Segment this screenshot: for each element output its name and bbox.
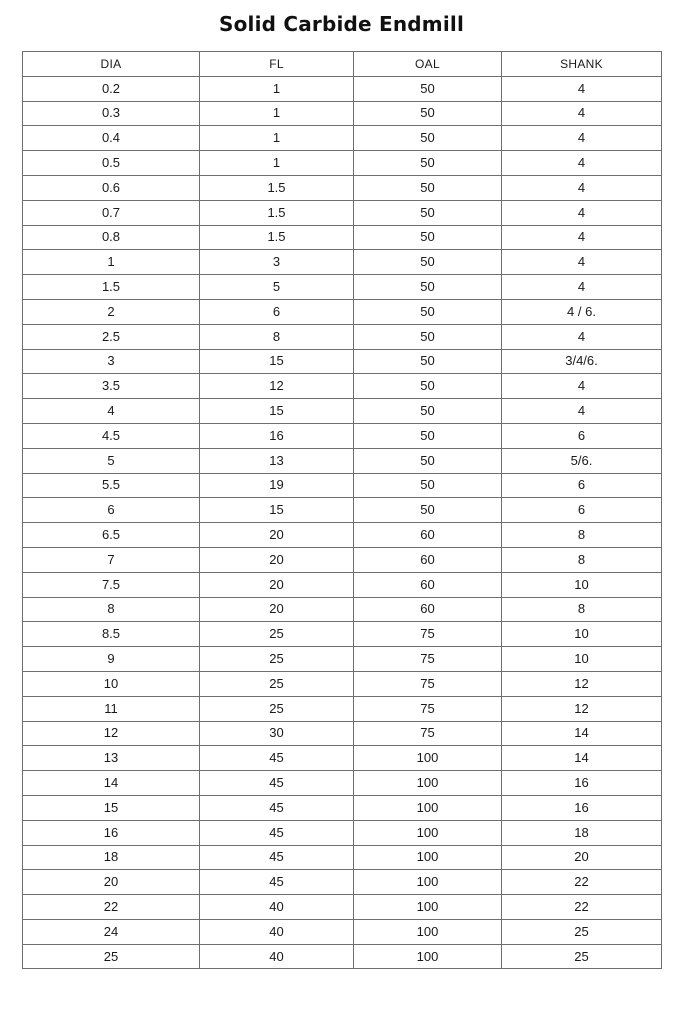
cell-dia: 12 — [23, 721, 200, 746]
table-row — [23, 895, 662, 920]
table-row — [23, 622, 662, 647]
cell-fl: 12 — [200, 374, 354, 399]
table-row — [23, 200, 662, 225]
table-row — [23, 671, 662, 696]
table-row — [23, 423, 662, 448]
cell-fl: 6 — [200, 299, 354, 324]
cell-shank: 18 — [502, 820, 662, 845]
cell-dia: 1.5 — [23, 275, 200, 300]
cell-shank: 4 — [502, 225, 662, 250]
cell-fl: 40 — [200, 895, 354, 920]
cell-dia: 0.8 — [23, 225, 200, 250]
cell-shank: 25 — [502, 944, 662, 969]
cell-fl: 20 — [200, 597, 354, 622]
cell-shank: 8 — [502, 597, 662, 622]
cell-fl: 25 — [200, 647, 354, 672]
table-row — [23, 101, 662, 126]
cell-fl: 1 — [200, 126, 354, 151]
table-row — [23, 721, 662, 746]
cell-fl: 1 — [200, 101, 354, 126]
cell-fl: 45 — [200, 870, 354, 895]
cell-dia: 11 — [23, 696, 200, 721]
cell-oal: 50 — [354, 126, 502, 151]
cell-fl: 45 — [200, 746, 354, 771]
cell-fl: 25 — [200, 622, 354, 647]
cell-dia: 0.7 — [23, 200, 200, 225]
cell-shank: 16 — [502, 795, 662, 820]
cell-shank: 8 — [502, 547, 662, 572]
cell-oal: 100 — [354, 746, 502, 771]
cell-oal: 100 — [354, 795, 502, 820]
cell-dia: 3 — [23, 349, 200, 374]
cell-oal: 100 — [354, 895, 502, 920]
cell-oal: 75 — [354, 721, 502, 746]
cell-shank: 4 / 6. — [502, 299, 662, 324]
cell-dia: 3.5 — [23, 374, 200, 399]
cell-dia: 25 — [23, 944, 200, 969]
cell-shank: 4 — [502, 399, 662, 424]
cell-oal: 100 — [354, 845, 502, 870]
cell-oal: 50 — [354, 399, 502, 424]
table-row — [23, 126, 662, 151]
cell-shank: 8 — [502, 523, 662, 548]
table-row — [23, 572, 662, 597]
header-fl: FL — [200, 52, 354, 77]
cell-fl: 19 — [200, 473, 354, 498]
cell-oal: 50 — [354, 349, 502, 374]
cell-shank: 10 — [502, 647, 662, 672]
cell-fl: 1.5 — [200, 175, 354, 200]
cell-dia: 15 — [23, 795, 200, 820]
cell-dia: 5 — [23, 448, 200, 473]
cell-oal: 60 — [354, 597, 502, 622]
cell-shank: 12 — [502, 696, 662, 721]
cell-dia: 13 — [23, 746, 200, 771]
cell-oal: 50 — [354, 498, 502, 523]
page-title: Solid Carbide Endmill — [218, 12, 464, 36]
cell-dia: 14 — [23, 771, 200, 796]
cell-dia: 22 — [23, 895, 200, 920]
cell-shank: 10 — [502, 572, 662, 597]
cell-oal: 50 — [354, 225, 502, 250]
cell-oal: 50 — [354, 448, 502, 473]
cell-dia: 16 — [23, 820, 200, 845]
cell-oal: 50 — [354, 151, 502, 176]
cell-dia: 8 — [23, 597, 200, 622]
cell-fl: 30 — [200, 721, 354, 746]
cell-shank: 12 — [502, 671, 662, 696]
cell-dia: 0.2 — [23, 76, 200, 101]
cell-fl: 45 — [200, 845, 354, 870]
cell-oal: 50 — [354, 76, 502, 101]
cell-dia: 2 — [23, 299, 200, 324]
cell-fl: 20 — [200, 547, 354, 572]
cell-fl: 15 — [200, 349, 354, 374]
cell-oal: 50 — [354, 324, 502, 349]
cell-shank: 4 — [502, 175, 662, 200]
cell-oal: 100 — [354, 944, 502, 969]
table-row — [23, 547, 662, 572]
cell-oal: 50 — [354, 175, 502, 200]
cell-dia: 0.3 — [23, 101, 200, 126]
table-row — [23, 151, 662, 176]
table-row — [23, 399, 662, 424]
table-row — [23, 870, 662, 895]
table-row — [23, 250, 662, 275]
cell-dia: 5.5 — [23, 473, 200, 498]
table-row — [23, 275, 662, 300]
table-row — [23, 820, 662, 845]
cell-oal: 60 — [354, 547, 502, 572]
cell-fl: 45 — [200, 771, 354, 796]
table-row — [23, 498, 662, 523]
header-row — [23, 52, 662, 77]
cell-fl: 45 — [200, 795, 354, 820]
cell-dia: 4.5 — [23, 423, 200, 448]
table-row — [23, 473, 662, 498]
table-row — [23, 76, 662, 101]
cell-oal: 100 — [354, 919, 502, 944]
cell-fl: 1.5 — [200, 225, 354, 250]
table-row — [23, 746, 662, 771]
cell-oal: 75 — [354, 622, 502, 647]
cell-dia: 0.4 — [23, 126, 200, 151]
cell-oal: 100 — [354, 870, 502, 895]
cell-shank: 16 — [502, 771, 662, 796]
table-row — [23, 696, 662, 721]
table-row — [23, 175, 662, 200]
cell-shank: 4 — [502, 324, 662, 349]
cell-dia: 9 — [23, 647, 200, 672]
cell-fl: 3 — [200, 250, 354, 275]
cell-fl: 25 — [200, 696, 354, 721]
cell-dia: 7.5 — [23, 572, 200, 597]
cell-shank: 22 — [502, 895, 662, 920]
cell-oal: 60 — [354, 523, 502, 548]
cell-shank: 25 — [502, 919, 662, 944]
cell-shank: 4 — [502, 200, 662, 225]
table-body — [23, 76, 662, 969]
header-oal: OAL — [354, 52, 502, 77]
cell-shank: 4 — [502, 126, 662, 151]
cell-dia: 4 — [23, 399, 200, 424]
cell-dia: 8.5 — [23, 622, 200, 647]
cell-oal: 75 — [354, 647, 502, 672]
table-row — [23, 448, 662, 473]
cell-shank: 4 — [502, 101, 662, 126]
table-row — [23, 299, 662, 324]
table-row — [23, 225, 662, 250]
cell-shank: 4 — [502, 275, 662, 300]
cell-fl: 5 — [200, 275, 354, 300]
cell-shank: 6 — [502, 423, 662, 448]
cell-dia: 0.6 — [23, 175, 200, 200]
cell-fl: 20 — [200, 523, 354, 548]
cell-dia: 7 — [23, 547, 200, 572]
cell-oal: 100 — [354, 771, 502, 796]
table-row — [23, 523, 662, 548]
cell-fl: 25 — [200, 671, 354, 696]
cell-oal: 50 — [354, 473, 502, 498]
cell-shank: 6 — [502, 498, 662, 523]
cell-oal: 50 — [354, 200, 502, 225]
cell-dia: 10 — [23, 671, 200, 696]
cell-fl: 40 — [200, 919, 354, 944]
table-row — [23, 324, 662, 349]
endmill-spec-table — [22, 51, 662, 969]
header-shank: SHANK — [502, 52, 662, 77]
cell-dia: 18 — [23, 845, 200, 870]
cell-shank: 3/4/6. — [502, 349, 662, 374]
cell-fl: 1.5 — [200, 200, 354, 225]
cell-oal: 50 — [354, 250, 502, 275]
cell-fl: 13 — [200, 448, 354, 473]
table-row — [23, 647, 662, 672]
cell-oal: 75 — [354, 696, 502, 721]
cell-dia: 1 — [23, 250, 200, 275]
cell-oal: 75 — [354, 671, 502, 696]
cell-fl: 1 — [200, 76, 354, 101]
cell-oal: 50 — [354, 423, 502, 448]
table-row — [23, 919, 662, 944]
table-header — [23, 52, 662, 77]
cell-fl: 15 — [200, 498, 354, 523]
header-dia: DIA — [23, 52, 200, 77]
cell-fl: 8 — [200, 324, 354, 349]
cell-fl: 45 — [200, 820, 354, 845]
cell-fl: 1 — [200, 151, 354, 176]
table-row — [23, 944, 662, 969]
cell-dia: 24 — [23, 919, 200, 944]
cell-dia: 6.5 — [23, 523, 200, 548]
cell-fl: 15 — [200, 399, 354, 424]
cell-dia: 2.5 — [23, 324, 200, 349]
cell-oal: 100 — [354, 820, 502, 845]
cell-shank: 5/6. — [502, 448, 662, 473]
table-row — [23, 374, 662, 399]
cell-oal: 50 — [354, 374, 502, 399]
table-row — [23, 771, 662, 796]
cell-oal: 50 — [354, 101, 502, 126]
cell-fl: 16 — [200, 423, 354, 448]
cell-oal: 50 — [354, 275, 502, 300]
cell-shank: 22 — [502, 870, 662, 895]
cell-fl: 40 — [200, 944, 354, 969]
table-row — [23, 349, 662, 374]
cell-shank: 20 — [502, 845, 662, 870]
cell-shank: 4 — [502, 76, 662, 101]
table-row — [23, 845, 662, 870]
cell-shank: 14 — [502, 721, 662, 746]
cell-fl: 20 — [200, 572, 354, 597]
cell-dia: 0.5 — [23, 151, 200, 176]
table-row — [23, 795, 662, 820]
cell-dia: 20 — [23, 870, 200, 895]
cell-shank: 14 — [502, 746, 662, 771]
table-row — [23, 597, 662, 622]
cell-shank: 10 — [502, 622, 662, 647]
cell-oal: 60 — [354, 572, 502, 597]
cell-dia: 6 — [23, 498, 200, 523]
cell-oal: 50 — [354, 299, 502, 324]
cell-shank: 4 — [502, 250, 662, 275]
cell-shank: 4 — [502, 374, 662, 399]
cell-shank: 6 — [502, 473, 662, 498]
cell-shank: 4 — [502, 151, 662, 176]
